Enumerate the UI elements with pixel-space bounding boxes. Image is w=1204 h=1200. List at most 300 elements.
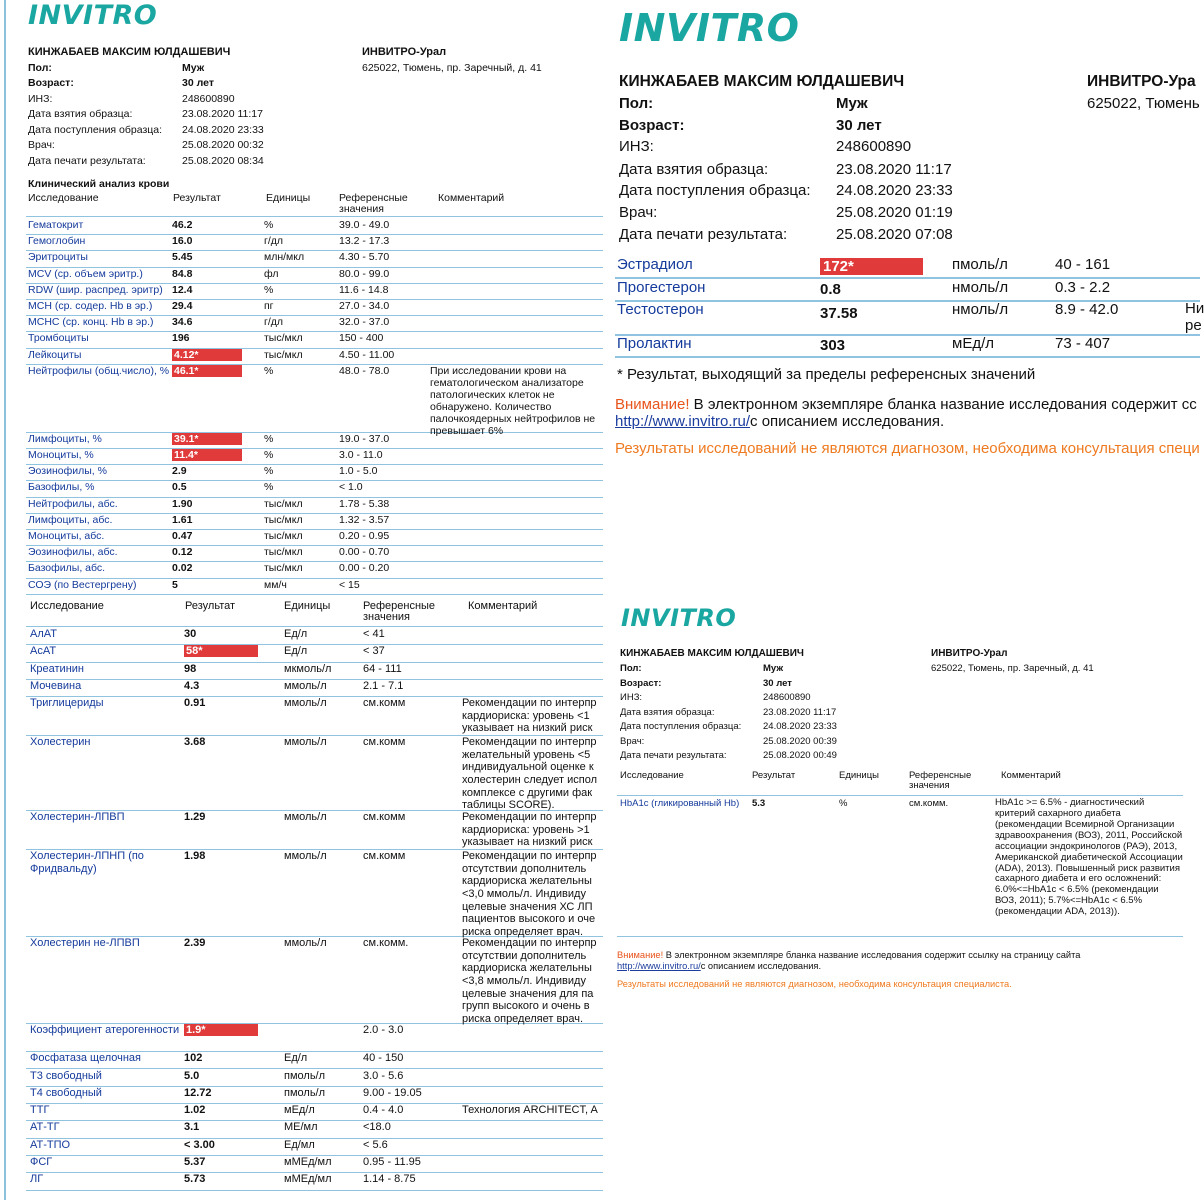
sex-value: Муж (763, 663, 784, 674)
test-ref: 11.6 - 14.8 (339, 283, 389, 296)
test-value: 12.72 (184, 1086, 212, 1099)
inz-label: ИНЗ: (619, 138, 654, 155)
test-ref: 1.78 - 5.38 (339, 497, 390, 510)
test-units: % (264, 283, 274, 296)
print-date-value: 25.08.2020 00:49 (763, 750, 837, 761)
test-ref: 80.0 - 99.0 (339, 267, 390, 280)
test-ref: см.комм (363, 736, 406, 749)
inz-value: 248600890 (836, 138, 912, 155)
report-hba1c-panel (603, 590, 1200, 1010)
table-row (615, 278, 1200, 302)
warning-word: Внимание! (617, 950, 664, 960)
test-name: ЛГ (30, 1173, 44, 1186)
test-value: 303 (820, 337, 846, 354)
table-row (26, 315, 603, 332)
table-row (26, 267, 603, 284)
warning-tail: с описанием исследования. (700, 961, 822, 971)
test-value: 29.4 (172, 300, 193, 312)
patient-name: КИНЖАБАЕВ МАКСИМ ЮЛДАШЕВИЧ (619, 73, 905, 90)
col-ref: Референсные значения (339, 192, 408, 215)
test-comment: Ни ре (1185, 300, 1204, 334)
test-units: % (264, 481, 274, 494)
test-units: мм/ч (264, 578, 287, 591)
test-name: Лейкоциты (28, 348, 82, 361)
invitro-link[interactable]: http://www.invitro.ru/ (615, 413, 751, 430)
test-value: 172* (820, 258, 923, 275)
test-name: Креатинин (30, 662, 84, 675)
test-ref: < 37 (363, 645, 385, 658)
col-units: Единицы (839, 770, 880, 781)
table-row (615, 334, 1200, 358)
age-label: Возраст: (619, 117, 685, 134)
table-row (26, 1103, 603, 1121)
test-units: ммоль/л (284, 811, 327, 824)
col-test: Исследование (28, 192, 99, 204)
table-row (26, 234, 603, 251)
receipt-date-value: 24.08.2020 23:33 (763, 721, 837, 732)
print-date-label: Дата печати результата: (28, 155, 146, 167)
test-value: 5.0 (184, 1069, 200, 1082)
test-value: 102 (184, 1052, 203, 1065)
test-ref: 1.0 - 5.0 (339, 465, 378, 478)
test-units: ммоль/л (284, 679, 327, 692)
table-row (26, 218, 603, 235)
test-units: ммоль/л (284, 937, 327, 950)
test-ref: 13.2 - 17.3 (339, 235, 390, 248)
test-name: Базофилы, абс. (28, 562, 106, 575)
test-name: Тестостерон (617, 301, 704, 318)
test-ref: 40 - 161 (1055, 256, 1111, 273)
test-value: 1.02 (184, 1104, 206, 1117)
test-units: тыс/мкл (264, 513, 303, 526)
test-units: % (264, 364, 274, 377)
test-ref: 2.1 - 7.1 (363, 679, 404, 692)
table-row (26, 810, 603, 850)
test-value: 16.0 (172, 235, 193, 248)
col-units: Единицы (266, 192, 311, 204)
receipt-date-label: Дата поступления образца: (620, 721, 742, 732)
test-units: тыс/мкл (264, 562, 303, 575)
test-ref: 0.95 - 11.95 (363, 1156, 421, 1168)
inz-label: ИНЗ: (28, 93, 53, 105)
test-name: Холестерин (30, 736, 91, 749)
lab-name: ИНВИТРО-Урал (931, 648, 1008, 659)
patient-name: КИНЖАБАЕВ МАКСИМ ЮЛДАШЕВИЧ (620, 648, 804, 659)
test-value: 1.61 (172, 513, 193, 526)
col-result: Результат (752, 770, 796, 781)
test-units: пг (264, 300, 274, 312)
disclaimer: Результаты исследований не являются диагнозом, необходима консультация специ (615, 440, 1200, 457)
test-units: Ед/мл (284, 1138, 315, 1151)
test-name: Пролактин (617, 335, 692, 352)
test-ref: 4.30 - 5.70 (339, 251, 390, 264)
receipt-date-value: 24.08.2020 23:33 (836, 182, 953, 199)
test-name: Мочевина (30, 679, 82, 692)
test-units: фл (264, 267, 279, 280)
receipt-date-label: Дата поступления образца: (619, 182, 811, 199)
test-ref: 150 - 400 (339, 332, 384, 345)
section-title: Клинический анализ крови (28, 178, 170, 190)
inz-value: 248600890 (763, 692, 811, 703)
test-name: АТ-ТГ (30, 1121, 60, 1134)
inz-label: ИНЗ: (620, 692, 643, 703)
test-ref: <18.0 (363, 1121, 391, 1134)
test-ref: 0.00 - 0.20 (339, 562, 390, 575)
table-row (26, 1138, 603, 1156)
test-value: 84.8 (172, 267, 193, 280)
test-name: СОЭ (по Вестергрену) (28, 578, 137, 591)
warning-tail: с описанием исследования. (750, 413, 945, 430)
lab-address: 625022, Тюмень, пр. Заречный, д. 41 (362, 62, 542, 74)
test-ref: см.комм (363, 811, 406, 824)
test-units: % (264, 432, 274, 445)
doctor-label: Врач: (28, 139, 55, 151)
test-name: АлАТ (30, 628, 57, 640)
test-value: 3.68 (184, 736, 206, 749)
test-comment: Рекомендации по интерпр кардиориска: уровень <1 указывает на низкий риск (462, 697, 597, 735)
table-row (26, 679, 603, 697)
age-value: 30 лет (182, 77, 214, 89)
test-value: 0.91 (184, 697, 206, 710)
table-row (26, 497, 603, 514)
test-name: Холестерин-ЛПНП (по Фридвальду) (30, 850, 144, 875)
table-row (26, 331, 603, 348)
test-ref: 3.0 - 11.0 (339, 449, 383, 461)
test-units: Ед/л (284, 645, 308, 658)
test-units: мМЕд/мл (284, 1156, 332, 1168)
test-name: Нейтрофилы (общ.число), % (28, 364, 170, 377)
sample-date-label: Дата взятия образца: (619, 161, 769, 178)
test-ref: 0.4 - 4.0 (363, 1104, 404, 1117)
test-name: Моноциты, % (28, 449, 94, 461)
test-units: % (839, 798, 848, 809)
test-value: 37.58 (820, 305, 858, 322)
inz-value: 248600890 (182, 93, 235, 105)
test-ref: < 41 (363, 628, 385, 640)
test-value: 5.37 (184, 1156, 206, 1168)
age-value: 30 лет (763, 678, 792, 689)
test-units: % (264, 219, 274, 231)
test-comment: При исследовании крови на гематологическом анализаторе патологических клеток не обнаружено. Количество палочкоядерных нейтрофилов не превышает 6% (430, 364, 596, 438)
col-units: Единицы (284, 600, 331, 612)
test-value: 12.4 (172, 283, 193, 296)
test-comment: Рекомендации по интерпр желательный уровень <5 индивидуальной оценке к холестерин следует испол комплексе с другими фак таблицы SCORE). (462, 736, 598, 812)
table-row (26, 529, 603, 546)
test-units: тыс/мкл (264, 497, 303, 510)
test-value: 0.8 (820, 281, 841, 298)
table-row (615, 255, 1200, 279)
table-row (26, 696, 603, 736)
table-row (26, 545, 603, 562)
test-value: 5.45 (172, 251, 193, 264)
test-name: Эозинофилы, % (28, 465, 107, 478)
test-ref: 32.0 - 37.0 (339, 316, 390, 329)
test-ref: 0.00 - 0.70 (339, 546, 390, 559)
invitro-logo: INVITRO (621, 604, 737, 632)
warning-block (615, 396, 1197, 430)
test-name: Тромбоциты (28, 332, 89, 345)
col-result: Результат (185, 600, 236, 612)
test-ref: 27.0 - 34.0 (339, 300, 390, 312)
test-name: Фосфатаза щелочная (30, 1052, 142, 1065)
col-ref: Референсные значения (363, 600, 436, 623)
test-units: МЕ/мл (284, 1121, 318, 1134)
table-row (26, 1086, 603, 1104)
test-units: мЕд/л (952, 335, 994, 352)
bio-table-header (26, 600, 603, 627)
receipt-date-value: 24.08.2020 23:33 (182, 124, 264, 136)
table-row (26, 1069, 603, 1087)
test-name: Эритроциты (28, 251, 88, 264)
test-name: ТТГ (30, 1104, 50, 1117)
table-row (26, 364, 603, 438)
table-row (26, 1155, 603, 1173)
test-value: 0.5 (172, 481, 187, 494)
test-units: ммоль/л (284, 736, 327, 749)
test-units: % (264, 465, 274, 478)
lab-address: 625022, Тюмень, пр. Заречный, д. 41 (931, 663, 1094, 674)
test-units: нмоль/л (952, 279, 1009, 296)
table-row (26, 464, 603, 481)
table-row (26, 662, 603, 680)
doctor-date-value: 25.08.2020 01:19 (836, 204, 953, 221)
test-units: Ед/л (284, 1052, 308, 1065)
test-value: 1.29 (184, 811, 206, 824)
age-label: Возраст: (28, 77, 74, 89)
test-units: тыс/мкл (264, 530, 303, 542)
test-value: < 3.00 (184, 1138, 215, 1151)
test-value: 4.12* (172, 349, 242, 361)
warning-block (617, 950, 1080, 972)
print-date-value: 25.08.2020 08:34 (182, 155, 264, 167)
test-units: тыс/мкл (264, 332, 303, 345)
test-name: Холестерин не-ЛПВП (30, 937, 140, 950)
test-name: Моноциты, абс. (28, 530, 105, 542)
test-value: 5 (172, 578, 178, 591)
lab-name: ИНВИТРО-Ура (1087, 73, 1196, 90)
col-comment: Комментарий (1001, 770, 1061, 781)
test-units: ммоль/л (284, 850, 327, 863)
test-name: Нейтрофилы, абс. (28, 497, 118, 510)
test-ref: см.комм (363, 850, 406, 863)
test-value: 0.47 (172, 530, 193, 542)
col-comment: Комментарий (438, 192, 505, 204)
test-ref: < 5.6 (363, 1138, 388, 1151)
test-ref: 19.0 - 37.0 (339, 432, 390, 445)
test-units: мЕд/л (284, 1104, 315, 1117)
test-name: MCH (ср. содер. Hb в эр.) (28, 300, 153, 312)
test-ref: 0.3 - 2.2 (1055, 279, 1111, 296)
invitro-logo: INVITRO (28, 0, 158, 31)
sex-value: Муж (836, 95, 868, 112)
test-units: мкмоль/л (284, 662, 332, 675)
table-row (26, 1023, 603, 1052)
sex-label: Пол: (619, 95, 654, 112)
table-row (26, 283, 603, 300)
disclaimer: Результаты исследований не являются диагнозом, необходима консультация специалиста. (617, 979, 1012, 989)
test-name: АТ-ТПО (30, 1138, 71, 1151)
sample-date-label: Дата взятия образца: (28, 108, 133, 120)
test-value: 34.6 (172, 316, 193, 329)
test-units: тыс/мкл (264, 348, 303, 361)
test-ref: < 1.0 (339, 481, 363, 494)
test-value: 1.9* (184, 1024, 258, 1036)
test-name: Холестерин-ЛПВП (30, 811, 125, 824)
test-units: % (264, 449, 274, 461)
test-name: Гематокрит (28, 219, 84, 231)
test-value: 196 (172, 332, 190, 345)
doctor-label: Врач: (620, 736, 645, 747)
table-row (26, 561, 603, 578)
test-name: Т3 свободный (30, 1069, 102, 1082)
table-header (26, 192, 603, 217)
test-ref: 1.14 - 8.75 (363, 1173, 416, 1186)
table-row (26, 849, 603, 937)
test-value: 1.98 (184, 850, 206, 863)
table-row (617, 796, 1183, 937)
warning-text: В электронном экземпляре бланка название исследования содержит ссылку на страницу сайта (663, 950, 1081, 960)
doctor-date-value: 25.08.2020 00:39 (763, 736, 837, 747)
report-hormones-panel (603, 0, 1204, 480)
test-name: Гемоглобин (28, 235, 86, 248)
test-name: Эозинофилы, абс. (28, 546, 118, 559)
test-value: 30 (184, 628, 197, 640)
table-row (26, 448, 603, 465)
test-value: 5.73 (184, 1173, 206, 1186)
test-value: 2.9 (172, 465, 187, 478)
test-ref: < 15 (339, 578, 360, 591)
test-units: ммоль/л (284, 697, 327, 710)
test-ref: 2.0 - 3.0 (363, 1024, 404, 1037)
test-units: нмоль/л (952, 301, 1009, 318)
test-value: 2.39 (184, 937, 206, 950)
test-value: 58* (184, 645, 258, 657)
test-units: мМЕд/мл (284, 1173, 332, 1186)
table-row (26, 348, 603, 365)
test-ref: 39.0 - 49.0 (339, 219, 390, 231)
table-row (26, 936, 603, 1024)
test-value: 46.2 (172, 219, 193, 231)
test-value: 4.3 (184, 679, 200, 692)
test-units: пмоль/л (284, 1086, 326, 1099)
test-name: Лимфоциты, абс. (28, 513, 113, 526)
test-name: Эстрадиол (617, 256, 693, 273)
test-value: 0.02 (172, 562, 193, 575)
test-name: Базофилы, % (28, 481, 95, 494)
test-value: 11.4* (172, 449, 242, 461)
age-value: 30 лет (836, 117, 882, 134)
test-value: 98 (184, 662, 197, 675)
doctor-date-value: 25.08.2020 00:32 (182, 139, 264, 151)
table-row (26, 299, 603, 316)
test-name: Коэффициент атерогенности (30, 1024, 180, 1037)
test-value: 5.3 (752, 798, 766, 809)
sample-date-value: 23.08.2020 11:17 (836, 161, 952, 178)
table-row (26, 578, 603, 595)
table-row (26, 250, 603, 267)
test-name: MCV (ср. объем эритр.) (28, 267, 143, 280)
test-units: тыс/мкл (264, 546, 303, 559)
test-ref: 4.50 - 11.00 (339, 348, 395, 361)
test-ref: 1.32 - 3.57 (339, 513, 390, 526)
test-units: млн/мкл (264, 251, 305, 264)
print-date-value: 25.08.2020 07:08 (836, 226, 953, 243)
table-row (26, 1172, 603, 1190)
test-units: пмоль/л (952, 256, 1008, 273)
test-comment: Технология ARCHITECT, A (462, 1104, 598, 1117)
panel-border (4, 0, 6, 1200)
doctor-label: Врач: (619, 204, 658, 221)
age-label: Возраст: (620, 678, 662, 689)
test-ref: 9.00 - 19.05 (363, 1086, 422, 1099)
test-name: MCHC (ср. конц. Hb в эр.) (28, 316, 154, 329)
test-ref: см.комм (363, 697, 406, 710)
table-row (615, 300, 1204, 336)
col-comment: Комментарий (468, 600, 538, 612)
col-ref: Референсные значения (909, 770, 972, 791)
col-test: Исследование (30, 600, 104, 612)
invitro-link[interactable]: http://www.invitro.ru/ (617, 961, 701, 971)
warning-word: Внимание! (615, 396, 690, 413)
table-header (617, 771, 1183, 796)
test-ref: см.комм. (909, 798, 949, 809)
lab-name: ИНВИТРО-Урал (362, 46, 447, 58)
test-value: 46.1* (172, 365, 242, 377)
patient-name: КИНЖАБАЕВ МАКСИМ ЮЛДАШЕВИЧ (28, 46, 231, 58)
test-ref: 3.0 - 5.6 (363, 1069, 404, 1082)
test-comment: Рекомендации по интерпр отсутствии дополнитель кардиориска желательны <3,8 ммоль/л. Индивиду целевые значения для па групп высокого и очень в риска определяет врач. (462, 937, 597, 1026)
test-value: 0.12 (172, 546, 193, 559)
table-row (26, 1120, 603, 1138)
sex-label: Пол: (28, 62, 52, 74)
table-row (26, 1051, 603, 1069)
test-comment: Рекомендации по интерпр кардиориска: уровень >1 указывает на низкий риск (462, 811, 597, 849)
test-name: Прогестерон (617, 279, 706, 296)
test-name: АсАТ (30, 645, 57, 658)
table-row (26, 644, 603, 662)
test-units: Ед/л (284, 628, 308, 640)
test-ref: 8.9 - 42.0 (1055, 301, 1119, 318)
test-name: ФСГ (30, 1156, 53, 1168)
test-name: RDW (шир. распред. эритр) (28, 283, 163, 296)
test-comment: Рекомендации по интерпр отсутствии дополнитель кардиориска желательны <3,0 ммоль/л. Индивиду целевые значения ХС ЛП пациентов высокого и оче риска определяет врач. (462, 850, 597, 939)
test-units: г/дл (264, 235, 284, 248)
test-name: Триглицериды (30, 697, 104, 710)
lab-address: 625022, Тюмень (1087, 95, 1200, 112)
sex-label: Пол: (620, 663, 642, 674)
test-ref: 40 - 150 (363, 1052, 404, 1065)
receipt-date-label: Дата поступления образца: (28, 124, 163, 136)
col-test: Исследование (620, 770, 684, 781)
test-name: Лимфоциты, % (28, 432, 102, 445)
test-ref: 48.0 - 78.0 (339, 364, 390, 377)
table-row (26, 735, 603, 811)
test-ref: см.комм. (363, 937, 409, 950)
sample-date-value: 23.08.2020 11:17 (182, 108, 263, 120)
test-name: HbA1c (гликированный Hb) (620, 798, 740, 809)
test-value: 39.1* (172, 433, 242, 445)
test-ref: 73 - 407 (1055, 335, 1111, 352)
test-ref: 64 - 111 (363, 662, 402, 675)
warning-text: В электронном экземпляре бланка название исследования содержит сс (689, 396, 1197, 413)
col-result: Результат (173, 192, 221, 204)
print-date-label: Дата печати результата: (620, 750, 727, 761)
test-comment: HbA1c >= 6.5% - диагностический критерий сахарного диабета (рекомендации Всемирной Организации здравоохранения (ВОЗ), 2011, Российской ассоциации эндокринологов (РАЭ), 2013, Американской диабетической Ассоциации (ADA), 2013). Повышенный риск развития сахарного диабета и его осложнений: 6.0%<=HbA1c < 6.5% (рекомендации ВОЗ, 2011); 5.7%<=HbA1c < 6.5% (рекомендации ADA, 2013)). (995, 797, 1183, 918)
sample-date-label: Дата взятия образца: (620, 707, 715, 718)
test-ref: 0.20 - 0.95 (339, 530, 390, 542)
invitro-logo: INVITRO (619, 6, 800, 50)
test-value: 1.90 (172, 497, 193, 510)
